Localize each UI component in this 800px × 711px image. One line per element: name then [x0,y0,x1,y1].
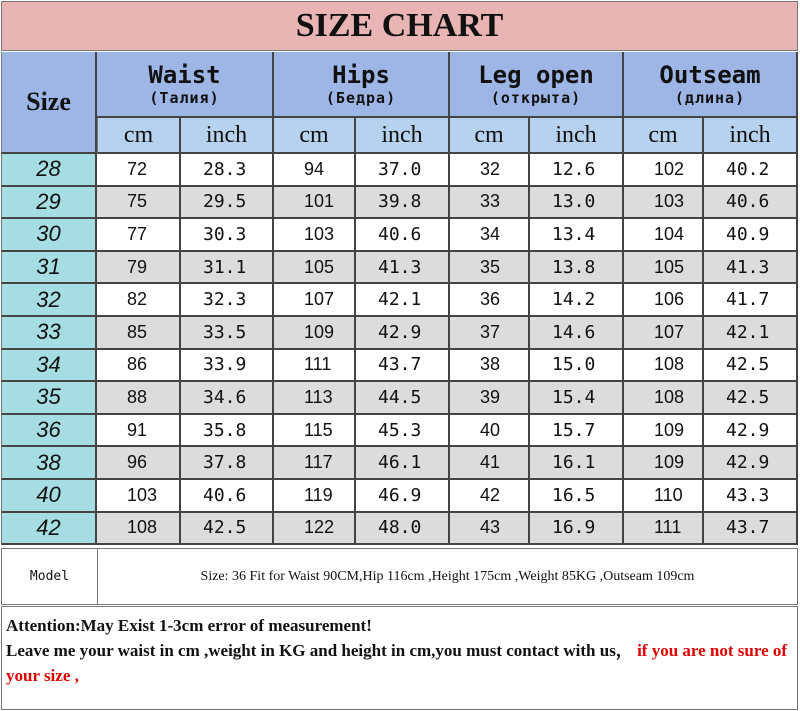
hips-cm-cell: 103 [274,219,356,252]
outseam-cm-cell: 103 [624,187,704,220]
leg-open-inch-cell: 14.2 [530,284,624,317]
leg-open-cm-cell: 42 [450,480,530,513]
leg-open-cm-cell: 35 [450,252,530,285]
outseam-cm-cell: 109 [624,447,704,480]
hips-inch-cell: 45.3 [356,415,450,448]
size-cell: 34 [1,350,97,383]
group-subtitle: (длина) [674,89,746,107]
waist-cm-cell: 103 [97,480,181,513]
group-subtitle: (Бедра) [325,89,397,107]
outseam-group-header [624,52,798,118]
hips-cm-cell: 101 [274,187,356,220]
hips-group-header [274,52,450,118]
size-cell: 38 [1,447,97,480]
hips-inch-cell: 42.1 [356,284,450,317]
outseam-inch-cell: 42.1 [704,317,798,350]
waist-group-header [97,52,274,118]
outseam-inch-cell: 43.3 [704,480,798,513]
hips-inch-cell: 48.0 [356,513,450,546]
leg-open-inch-cell: 16.9 [530,513,624,546]
table-row [1,480,798,513]
leg-open-inch-cell: 13.0 [530,187,624,220]
leg-open-cm-cell: 43 [450,513,530,546]
outseam-cm-cell: 105 [624,252,704,285]
hips-inch-cell: 44.5 [356,382,450,415]
size-cell: 29 [1,187,97,220]
size-cell: 40 [1,480,97,513]
leg-open-inch-cell: 16.1 [530,447,624,480]
waist-inch-cell: 33.9 [181,350,274,383]
group-subtitle: (открыта) [490,89,582,107]
group-name: Outseam [659,61,761,89]
leg-open-inch-cell: 13.4 [530,219,624,252]
waist-cm-cell: 85 [97,317,181,350]
hips-cm-cell: 122 [274,513,356,546]
waist-cm-cell: 86 [97,350,181,383]
attention-line: Attention:May Exist 1-3cm error of measurement! [6,616,372,635]
waist-cm-cell: 75 [97,187,181,220]
waist-cm-cell: 108 [97,513,181,546]
hips-inch-cell: 40.6 [356,219,450,252]
model-label: Model [2,549,98,604]
hips-inch-cell: 43.7 [356,350,450,383]
outseam-inch-cell: 40.6 [704,187,798,220]
table-row [1,284,798,317]
size-column-header: Size [1,52,97,154]
table-row [1,187,798,220]
waist-cm-cell: 77 [97,219,181,252]
group-subtitle: (Талия) [149,89,220,107]
contact-instructions [6,638,793,688]
outseam-cm-cell: 108 [624,382,704,415]
hips-cm-cell: 113 [274,382,356,415]
outseam-cm-cell: 109 [624,415,704,448]
waist-inch-cell: 34.6 [181,382,274,415]
waist-inch-cell: 35.8 [181,415,274,448]
outseam-cm-cell: 102 [624,154,704,187]
table-row [1,415,798,448]
outseam-inch-cell: 42.9 [704,447,798,480]
leg-open-cm-cell: 39 [450,382,530,415]
outseam-inch-cell: 42.5 [704,382,798,415]
hips-inch-cell: 41.3 [356,252,450,285]
hips-inch-cell: 46.9 [356,480,450,513]
unit-header-inch: inch [356,118,450,154]
table-row [1,252,798,285]
model-info-box [1,548,798,605]
waist-inch-cell: 28.3 [181,154,274,187]
leg-open-cm-cell: 40 [450,415,530,448]
outseam-inch-cell: 42.5 [704,350,798,383]
waist-inch-cell: 31.1 [181,252,274,285]
size-cell: 32 [1,284,97,317]
size-table [1,52,798,545]
leg-open-cm-cell: 38 [450,350,530,383]
hips-cm-cell: 117 [274,447,356,480]
leg-open-cm-cell: 36 [450,284,530,317]
waist-cm-cell: 88 [97,382,181,415]
page-title: SIZE CHART [1,1,798,51]
leg-open-cm-cell: 33 [450,187,530,220]
outseam-inch-cell: 43.7 [704,513,798,546]
size-cell: 33 [1,317,97,350]
leg-open-inch-cell: 15.0 [530,350,624,383]
size-cell: 36 [1,415,97,448]
group-name: Hips [332,61,390,89]
hips-cm-cell: 94 [274,154,356,187]
waist-inch-cell: 37.8 [181,447,274,480]
waist-cm-cell: 91 [97,415,181,448]
leg-open-cm-cell: 32 [450,154,530,187]
table-row [1,447,798,480]
hips-cm-cell: 105 [274,252,356,285]
hips-cm-cell: 111 [274,350,356,383]
unit-header-cm: cm [450,118,530,154]
attention-notice [1,606,798,710]
outseam-cm-cell: 106 [624,284,704,317]
group-name: Waist [148,61,221,89]
unit-header-cm: cm [624,118,704,154]
leg-open-cm-cell: 41 [450,447,530,480]
hips-inch-cell: 39.8 [356,187,450,220]
table-row [1,317,798,350]
hips-cm-cell: 115 [274,415,356,448]
unit-header-inch: inch [704,118,798,154]
hips-inch-cell: 46.1 [356,447,450,480]
size-warning-text: if you are not sure of your size , [6,641,788,685]
unit-header-inch: inch [530,118,624,154]
outseam-cm-cell: 108 [624,350,704,383]
hips-inch-cell: 42.9 [356,317,450,350]
table-row [1,219,798,252]
table-row [1,513,798,546]
outseam-inch-cell: 42.9 [704,415,798,448]
size-cell: 31 [1,252,97,285]
leg-open-inch-cell: 15.4 [530,382,624,415]
waist-inch-cell: 33.5 [181,317,274,350]
size-cell: 35 [1,382,97,415]
leg-open-inch-cell: 14.6 [530,317,624,350]
model-description: Size: 36 Fit for Waist 90CM,Hip 116cm ,Height 175cm ,Weight 85KG ,Outseam 109cm [200,568,695,584]
hips-inch-cell: 37.0 [356,154,450,187]
table-row [1,382,798,415]
leg-open-cm-cell: 34 [450,219,530,252]
outseam-cm-cell: 111 [624,513,704,546]
table-row [1,154,798,187]
waist-inch-cell: 40.6 [181,480,274,513]
leg-open-inch-cell: 16.5 [530,480,624,513]
outseam-inch-cell: 40.2 [704,154,798,187]
hips-cm-cell: 119 [274,480,356,513]
waist-inch-cell: 42.5 [181,513,274,546]
outseam-cm-cell: 110 [624,480,704,513]
unit-header-cm: cm [274,118,356,154]
outseam-cm-cell: 107 [624,317,704,350]
waist-inch-cell: 29.5 [181,187,274,220]
waist-cm-cell: 96 [97,447,181,480]
waist-inch-cell: 32.3 [181,284,274,317]
unit-header-inch: inch [181,118,274,154]
outseam-inch-cell: 40.9 [704,219,798,252]
leg-open-inch-cell: 13.8 [530,252,624,285]
unit-header-cm: cm [97,118,181,154]
size-cell: 42 [1,513,97,546]
waist-inch-cell: 30.3 [181,219,274,252]
leg-open-inch-cell: 12.6 [530,154,624,187]
outseam-inch-cell: 41.7 [704,284,798,317]
outseam-cm-cell: 104 [624,219,704,252]
size-cell: 30 [1,219,97,252]
hips-cm-cell: 109 [274,317,356,350]
leg-open-cm-cell: 37 [450,317,530,350]
contact-text: Leave me your waist in cm ,weight in KG and height in cm,you must contact with us， [6,641,633,660]
size-cell: 28 [1,154,97,187]
waist-cm-cell: 72 [97,154,181,187]
table-row [1,350,798,383]
leg-open-group-header [450,52,624,118]
leg-open-inch-cell: 15.7 [530,415,624,448]
waist-cm-cell: 82 [97,284,181,317]
group-name: Leg open [478,61,594,89]
hips-cm-cell: 107 [274,284,356,317]
waist-cm-cell: 79 [97,252,181,285]
outseam-inch-cell: 41.3 [704,252,798,285]
